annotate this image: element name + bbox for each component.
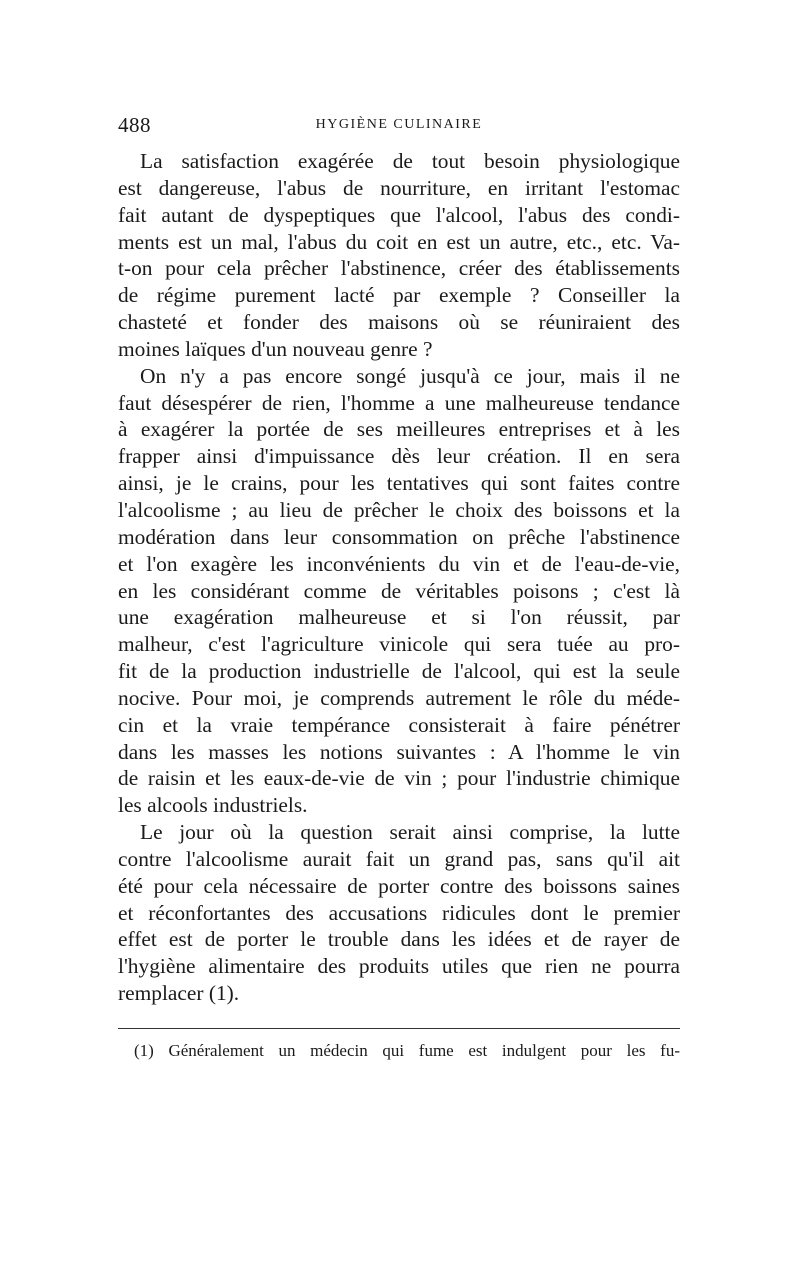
text-line: La satisfaction exagérée de tout besoin physiologique <box>140 149 680 173</box>
text-line: de raisin et les eaux-de-vie de vin ; pour l'industrie chimique <box>118 766 680 791</box>
text-line: On n'y a pas encore songé jusqu'à ce jour, mais il ne <box>140 363 680 388</box>
text-line: modération dans leur consommation on prêche l'abstinence <box>118 524 680 549</box>
text-line: dans les masses les notions suivantes : A l'homme le vin <box>118 739 680 764</box>
text-line: l'alcoolisme ; au lieu de prêcher le choix des boissons et la <box>118 497 680 522</box>
text-line: contre l'alcoolisme aurait fait un grand pas, sans qu'il ait <box>118 846 680 871</box>
text-line: nocive. Pour moi, je comprends autrement le rôle du méde- <box>118 685 680 710</box>
text-line: et réconfortantes des accusations ridicules dont le premier <box>118 900 680 925</box>
text-line: une exagération malheureuse et si l'on réussit, par <box>118 605 680 630</box>
text-line: cin et la vraie tempérance consisterait à faire pénétrer <box>118 712 680 737</box>
text-line: remplacer (1). <box>118 981 240 1006</box>
text-line: à exagérer la portée de ses meilleures entreprises et à les <box>118 417 680 442</box>
page-number: 488 <box>118 113 151 137</box>
body-text <box>118 148 680 1007</box>
text-line: de régime purement lacté par exemple ? Conseiller la <box>118 283 680 308</box>
text-line: moines laïques d'un nouveau genre ? <box>118 336 433 361</box>
text-line: les alcools industriels. <box>118 793 308 818</box>
text-line: effet est de porter le trouble dans les idées et de rayer de <box>118 927 680 952</box>
text-line: ments est un mal, l'abus du coit en est un autre, etc., etc. Va- <box>118 229 680 254</box>
text-line: Le jour où la question serait ainsi comprise, la lutte <box>140 820 680 845</box>
text-line: été pour cela nécessaire de porter contre des boissons saines <box>118 873 680 898</box>
text-line: fit de la production industrielle de l'alcool, qui est la seule <box>118 659 680 684</box>
page-header <box>118 113 680 141</box>
text-line: frapper ainsi d'impuissance dès leur création. Il en sera <box>118 444 680 469</box>
footnote-divider <box>118 1028 680 1029</box>
text-line: fait autant de dyspeptiques que l'alcool, l'abus des condi- <box>118 202 680 227</box>
text-line: faut désespérer de rien, l'homme a une malheureuse tendance <box>118 390 680 415</box>
text-line: t-on pour cela prêcher l'abstinence, créer des établissements <box>118 256 680 281</box>
text-line: malheur, c'est l'agriculture vinicole qui sera tuée au pro- <box>118 632 680 657</box>
text-line: et l'on exagère les inconvénients du vin et de l'eau-de-vie, <box>118 551 680 576</box>
running-title: HYGIÈNE CULINAIRE <box>315 117 483 132</box>
text-line: en les considérant comme de véritables poisons ; c'est là <box>118 578 680 603</box>
footnote: (1) Généralement un médecin qui fume est indulgent pour les fu- <box>134 1041 680 1060</box>
text-line: ainsi, je le crains, pour les tentatives qui sont faites contre <box>118 471 680 496</box>
text-line: est dangereuse, l'abus de nourriture, en irritant l'estomac <box>118 175 680 200</box>
text-line: chasteté et fonder des maisons où se réuniraient des <box>118 310 680 335</box>
text-line: l'hygiène alimentaire des produits utiles que rien ne pourra <box>118 954 680 979</box>
